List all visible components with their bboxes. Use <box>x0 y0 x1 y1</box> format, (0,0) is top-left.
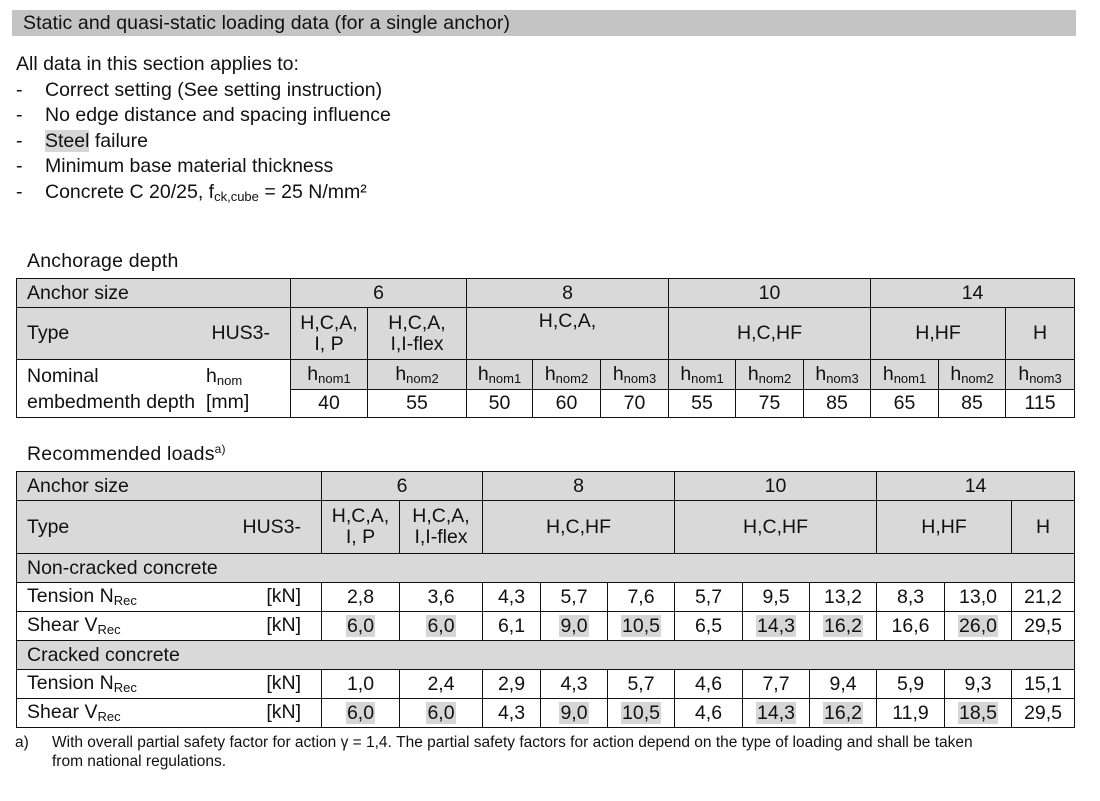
recommended-loads-table <box>16 471 1075 728</box>
type-cell: H <box>1006 308 1075 360</box>
type-cell: H,C,HF <box>675 501 877 554</box>
footnote-line-1: With overall partial safety factor for action γ = 1,4. The partial safety factors for action depend on the type of loading and shall be taken <box>52 734 973 751</box>
depth-value: 70 <box>601 390 669 418</box>
load-value: 4,3 <box>541 670 608 699</box>
load-value: 2,4 <box>400 670 483 699</box>
non-cracked-tension-row <box>17 583 1075 612</box>
non-cracked-shear-row <box>17 612 1075 641</box>
load-value: 2,9 <box>483 670 541 699</box>
load-value: 16,2 <box>810 612 877 641</box>
depth-value: 40 <box>291 390 368 418</box>
load-value: 11,9 <box>877 699 945 728</box>
load-value: 6,0 <box>400 699 483 728</box>
depth-symbol: hnom2 <box>368 360 467 390</box>
size-6: 6 <box>322 472 483 501</box>
depth-value: 55 <box>669 390 736 418</box>
type-cell: H,C,A, <box>467 308 669 360</box>
load-value: 8,3 <box>877 583 945 612</box>
load-value: 29,5 <box>1012 699 1075 728</box>
depth-value: 60 <box>533 390 601 418</box>
size-10: 10 <box>675 472 877 501</box>
depth-symbol: hnom2 <box>939 360 1006 390</box>
size-14: 14 <box>871 279 1075 308</box>
type-cell: H <box>1012 501 1075 554</box>
load-value: 6,0 <box>322 612 400 641</box>
depth-symbol: hnom1 <box>291 360 368 390</box>
load-value: 10,5 <box>608 612 675 641</box>
load-value: 5,9 <box>877 670 945 699</box>
shear-label-cell: Shear VRec [kN] <box>17 612 322 641</box>
applicability-list <box>16 52 391 207</box>
depth-symbol-row <box>17 360 1075 390</box>
depth-symbol: hnom3 <box>1006 360 1075 390</box>
type-label-cell: Type HUS3- <box>17 501 322 554</box>
depth-value: 75 <box>736 390 804 418</box>
load-value: 16,6 <box>877 612 945 641</box>
load-value: 13,0 <box>945 583 1012 612</box>
bullet-item: - Concrete C 20/25, fck,cube = 25 N/mm² <box>16 180 367 204</box>
load-value: 5,7 <box>675 583 743 612</box>
type-cell: H,C,A, I,I-flex <box>400 501 483 554</box>
depth-symbol: hnom2 <box>736 360 804 390</box>
nominal-label-cell: Nominal hnom embedmenth depth [mm] <box>17 360 291 418</box>
load-value: 5,7 <box>541 583 608 612</box>
load-value: 7,6 <box>608 583 675 612</box>
depth-symbol: hnom3 <box>601 360 669 390</box>
depth-value: 85 <box>939 390 1006 418</box>
type-cell: H,C,HF <box>669 308 871 360</box>
load-value: 16,2 <box>810 699 877 728</box>
load-value: 1,0 <box>322 670 400 699</box>
load-value: 9,5 <box>743 583 810 612</box>
load-value: 4,3 <box>483 699 541 728</box>
section-title: Static and quasi-static loading data (for a single anchor) <box>12 10 1076 36</box>
load-value: 2,8 <box>322 583 400 612</box>
non-cracked-section-row <box>17 554 1075 583</box>
anchor-size-label: Anchor size <box>17 472 322 501</box>
depth-symbol: hnom3 <box>804 360 871 390</box>
load-value: 4,6 <box>675 670 743 699</box>
load-value: 3,6 <box>400 583 483 612</box>
load-value: 4,6 <box>675 699 743 728</box>
load-value: 5,7 <box>608 670 675 699</box>
anchorage-depth-heading: Anchorage depth <box>27 250 179 272</box>
anchorage-depth-table <box>16 278 1075 418</box>
load-value: 9,4 <box>810 670 877 699</box>
anchor-size-row <box>17 279 1075 308</box>
type-row <box>17 501 1075 554</box>
non-cracked-label: Non-cracked concrete <box>17 554 1075 583</box>
depth-value: 50 <box>467 390 533 418</box>
load-value: 7,7 <box>743 670 810 699</box>
type-cell: H,C,A, I, P <box>322 501 400 554</box>
load-value: 4,3 <box>483 583 541 612</box>
type-row <box>17 308 1075 360</box>
depth-symbol: hnom1 <box>467 360 533 390</box>
load-value: 9,0 <box>541 699 608 728</box>
load-value: 9,0 <box>541 612 608 641</box>
load-value: 10,5 <box>608 699 675 728</box>
load-value: 18,5 <box>945 699 1012 728</box>
cracked-shear-row <box>17 699 1075 728</box>
depth-value: 85 <box>804 390 871 418</box>
size-8: 8 <box>467 279 669 308</box>
bullet-item: - No edge distance and spacing influence <box>16 104 391 127</box>
load-value: 9,3 <box>945 670 1012 699</box>
load-value: 29,5 <box>1012 612 1075 641</box>
tension-label-cell: Tension NRec [kN] <box>17 670 322 699</box>
footnote-mark: a) <box>15 734 29 751</box>
footnote <box>15 734 1075 771</box>
load-value: 13,2 <box>810 583 877 612</box>
depth-value: 55 <box>368 390 467 418</box>
load-value: 14,3 <box>743 699 810 728</box>
anchor-size-label: Anchor size <box>17 279 291 308</box>
load-value: 21,2 <box>1012 583 1075 612</box>
tension-label-cell: Tension NRec [kN] <box>17 583 322 612</box>
type-cell: H,C,A, I,I-flex <box>368 308 467 360</box>
bullet-item: - Minimum base material thickness <box>16 155 334 178</box>
depth-symbol: hnom1 <box>871 360 939 390</box>
size-14: 14 <box>877 472 1075 501</box>
recommended-loads-heading: Recommended loads$^{a)}$ <box>27 442 226 465</box>
cracked-label: Cracked concrete <box>17 641 1075 670</box>
bullet-item: - Correct setting (See setting instruction) <box>16 78 383 101</box>
anchor-size-row <box>17 472 1075 501</box>
highlighted-word: Steel <box>45 129 90 152</box>
cracked-section-row <box>17 641 1075 670</box>
depth-value: 65 <box>871 390 939 418</box>
type-cell: H,C,A, I, P <box>291 308 368 360</box>
size-8: 8 <box>483 472 675 501</box>
footnote-line-2: from national regulations. <box>52 752 227 770</box>
type-cell: H,HF <box>877 501 1012 554</box>
load-value: 6,0 <box>400 612 483 641</box>
depth-symbol: hnom2 <box>533 360 601 390</box>
bullet-item: - Steel failure <box>16 129 148 152</box>
load-value: 26,0 <box>945 612 1012 641</box>
depth-symbol: hnom1 <box>669 360 736 390</box>
shear-label-cell: Shear VRec [kN] <box>17 699 322 728</box>
depth-value: 115 <box>1006 390 1075 418</box>
size-10: 10 <box>669 279 871 308</box>
load-value: 15,1 <box>1012 670 1075 699</box>
type-cell: H,C,HF <box>483 501 675 554</box>
load-value: 14,3 <box>743 612 810 641</box>
load-value: 6,5 <box>675 612 743 641</box>
type-cell: H,HF <box>871 308 1006 360</box>
load-value: 6,0 <box>322 699 400 728</box>
size-6: 6 <box>291 279 467 308</box>
load-value: 6,1 <box>483 612 541 641</box>
bullet-list <box>16 78 391 207</box>
cracked-tension-row <box>17 670 1075 699</box>
type-label-cell: Type HUS3- <box>17 308 291 360</box>
applicability-lead: All data in this section applies to: <box>16 53 299 75</box>
